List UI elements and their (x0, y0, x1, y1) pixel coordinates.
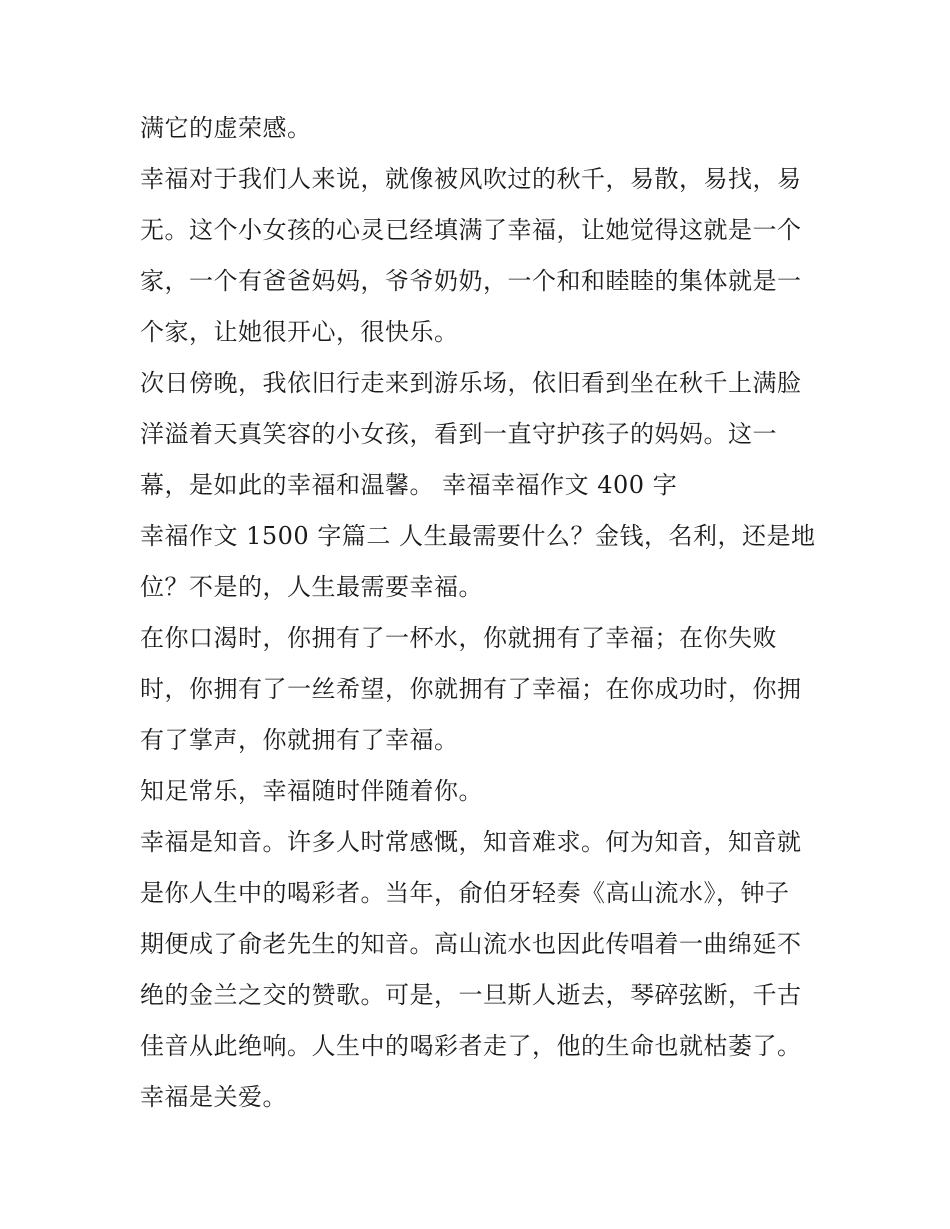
text-line: 期便成了俞老先生的知音。高山流水也因此传唱着一曲绵延不 (140, 930, 802, 958)
text-line: 位？不是的，人生最需要幸福。 (140, 573, 483, 601)
text-line: 是你人生中的喝彩者。当年，俞伯牙轻奏《高山流水》，钟子 (140, 879, 790, 907)
text-line: 幸福对于我们人来说，就像被风吹过的秋千，易散，易找，易 (140, 165, 802, 193)
text-line: 知足常乐，幸福随时伴随着你。 (140, 777, 483, 805)
text-line: 满它的虚荣感。 (140, 114, 312, 142)
text-line: 个家，让她很开心，很快乐。 (140, 318, 459, 346)
text-line: 洋溢着天真笑容的小女孩，看到一直守护孩子的妈妈。这一 (140, 420, 777, 448)
text-line: 次日傍晚，我依旧行走来到游乐场，依旧看到坐在秋千上满脸 (140, 369, 802, 397)
text-line: 幕，是如此的幸福和温馨。 幸福幸福作文 400 字 (140, 471, 678, 499)
text-line: 幸福作文 1500 字篇二 人生最需要什么？金钱，名利，还是地 (140, 522, 816, 550)
text-line: 有了掌声，你就拥有了幸福。 (140, 726, 459, 754)
text-line: 幸福是关爱。 (140, 1083, 287, 1111)
text-line: 无。这个小女孩的心灵已经填满了幸福，让她觉得这就是一个 (140, 216, 802, 244)
text-line: 在你口渴时，你拥有了一杯水，你就拥有了幸福；在你失败 (140, 624, 777, 652)
text-line: 幸福是知音。许多人时常感慨，知音难求。何为知音，知音就 (140, 828, 802, 856)
document-body (140, 103, 820, 1123)
text-line: 家，一个有爸爸妈妈，爷爷奶奶，一个和和睦睦的集体就是一 (140, 267, 802, 295)
text-line: 时，你拥有了一丝希望，你就拥有了幸福；在你成功时，你拥 (140, 675, 802, 703)
text-line: 佳音从此绝响。人生中的喝彩者走了，他的生命也就枯萎了。 (140, 1032, 802, 1060)
text-line: 绝的金兰之交的赞歌。可是，一旦斯人逝去，琴碎弦断，千古 (140, 981, 802, 1009)
